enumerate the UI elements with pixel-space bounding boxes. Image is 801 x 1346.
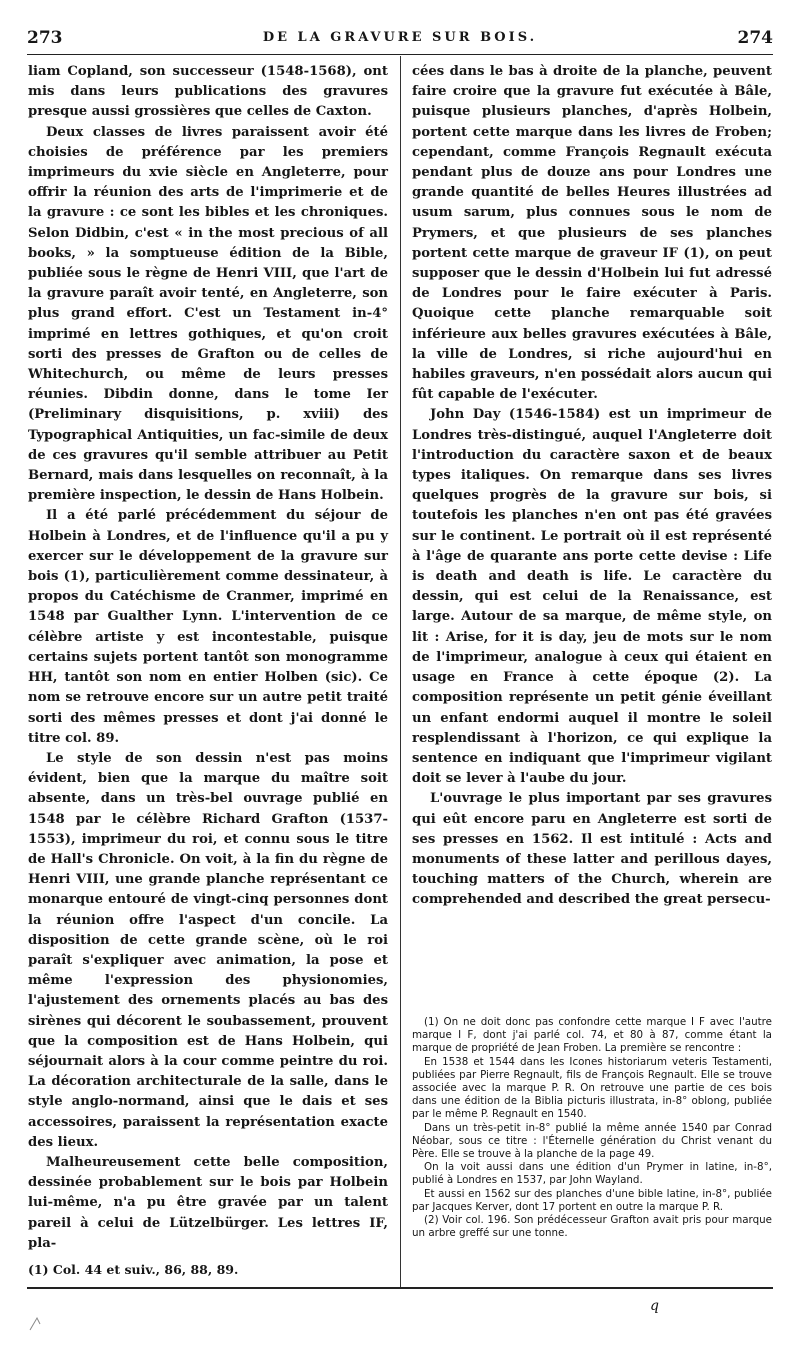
header-rule [27,54,773,55]
left-column [28,62,388,1254]
paragraph: Deux classes de livres paraissent avoir été choisies de préférence par les premiers imprimeurs du xvie siècle en Angleterre, pour offrir la réunion des arts de l'imprimerie et de la gravure : ce sont les bibles et les chroniques. Selon Didbin, c'est « in the most precious of all books, » la somptueuse édition de la Bible, publiée sous le règne de Henri VIII, que l'art de la gravure paraît avoir tenté, en Angleterre, son plus grand effort. C'est un Testament in-4° imprimé en lettres gothiques, et qu'on croit sorti des presses de Grafton ou de celles de Whitechurch, ou même de leurs presses réunies. Dibdin donne, dans le tome Ier (Preliminary disquisitions, p. xviii) des Typographical Antiquities, un fac-simile de deux de ces gravures qu'il semble attribuer au Petit Bernard, mais dans lesquelles on reconnaît, à la première inspection, le dessin de Hans Holbein. [28,124,388,504]
page-number-left: 273 [27,28,63,48]
paragraph: Malheureusement cette belle composition, dessinée probablement sur le bois par Holbein lui-même, n'a pu être gravée par un talent pareil à celui de Lützelbürger. Les lettres IF, pla- [28,1154,388,1251]
running-title: DE LA GRAVURE SUR BOIS. [262,30,538,45]
paragraph: John Day (1546-1584) est un imprimeur de Londres très-distingué, auquel l'Angleterre doit l'introduction du caractère saxon et de beaux types italiques. On remarque dans ses livres quelques progrès de la gravure sur bois, si toutefois les planches n'en ont pas été gravées sur le continent. Le portrait où il est représenté à l'âge de quarante ans porte cette devise : Life is death and death is life. Le caractère du dessin, qui est celui de la Renaissance, est large. Autour de sa marque, de même style, on lit : Arise, for it is day, jeu de mots sur le nom de l'imprimeur, analogue à ceux qui étaient en usage en France à cette époque (2). La composition représente un petit génie éveillant un enfant endormi auquel il montre le soleil resplendissant à l'horizon, ce qui explique la sentence en indiquant que l'imprimeur vigilant doit se lever à l'aube du jour. [412,407,772,787]
page-number-right: 274 [737,28,773,48]
footnotes-right [412,1016,772,1240]
paragraph: L'ouvrage le plus important par ses gravures qui eût encore paru en Angleterre est sorti de ses presses en 1562. Il est intitulé : Acts and monuments of these latter and perillous dayes, touching matters of the Church, wherein are comprehended and described the great persecu- [412,791,772,908]
signature-mark: q [650,1298,659,1314]
page-header [27,22,773,54]
bottom-rule [27,1287,773,1289]
footnote: On la voit aussi dans une édition d'un Prymer in latine, in-8°, publié à Londres en 1537, par John Wayland. [412,1161,772,1187]
footnote: (1) On ne doit donc pas confondre cette marque I F avec l'autre marque I F, dont j'ai parlé col. 74, et 80 à 87, comme étant la marque de propriété de Jean Froben. La première se rencontre : [412,1016,772,1055]
paragraph: liam Copland, son successeur (1548-1568), ont mis dans leurs publications des gravures presque aussi grossières que celles de Caxton. [28,64,388,120]
footnote-left: (1) Col. 44 et suiv., 86, 88, 89. [28,1262,239,1277]
paragraph: cées dans le bas à droite de la planche, peuvent faire croire que la gravure fut exécutée à Bâle, puisque plusieurs planches, d'après Holbein, portent cette marque dans les livres de Froben; cependant, comme François Regnault exécuta pendant plus de douze ans pour Londres une grande quantité de belles Heures illustrées ad usum sarum, plus connues sous le nom de Prymers, et que plusieurs de ses planches portent cette marque de graveur IF (1), on peut supposer que le dessin d'Holbein lui fut adressé de Londres pour le faire exécuter à Paris. Quoique cette planche remarquable soit inférieure aux belles gravures exécutées à Bâle, la ville de Londres, si riche aujourd'hui en habiles graveurs, n'en possédait alors aucun qui fût capable de l'exécuter. [412,64,772,403]
footnote: (2) Voir col. 196. Son prédécesseur Grafton avait pris pour marque un arbre greffé sur une tonne. [412,1214,772,1240]
column-divider [400,56,401,1287]
footnote: Et aussi en 1562 sur des planches d'une bible latine, in-8°, publiée par Jacques Kerver, dont 17 portent en outre la marque P. R. [412,1187,772,1213]
corner-tick-icon [28,1314,48,1334]
paragraph: Il a été parlé précédemment du séjour de Holbein à Londres, et de l'influence qu'il a pu y exercer sur le développement de la gravure sur bois (1), particulièrement comme dessinateur, à propos du Catéchisme de Cranmer, imprimé en 1548 par Gualther Lynn. L'intervention de ce célèbre artiste y est incontestable, puisque certains sujets portent tantôt son monogramme HH, tantôt son nom en entier Holben (sic). Ce nom se retrouve encore sur un autre petit traité sorti des mêmes presses et dont j'ai donné le titre col. 89. [28,508,388,746]
paragraph: Le style de son dessin n'est pas moins évident, bien que la marque du maître soit absente, dans un très-bel ouvrage publié en 1548 par le célèbre Richard Grafton (1537-1553), imprimeur du roi, et connu sous le titre de Hall's Chronicle. On voit, à la fin du règne de Henri VIII, une grande planche représentant ce monarque entouré de vingt-cinq personnes dont la réunion offre l'aspect d'un concile. La disposition de cette grande scène, où le roi paraît s'expliquer avec animation, la pose et même l'expression des physionomies, l'ajustement des ornements placés au bas des sirènes qui décorent le soubassement, prouvent que la composition est de Hans Holbein, qui séjournait alors à la cour comme peintre du roi. La décoration architecturale de la salle, dans le style anglo-normand, ainsi que le dais et ses accessoires, paraissent la représentation exacte des lieux. [28,750,388,1150]
footnote: Dans un très-petit in-8° publié la même année 1540 par Conrad Néobar, sous ce titre : l'Éternelle génération du Christ venant du Père. Elle se trouve à la planche de la page 49. [412,1121,772,1161]
footnote: En 1538 et 1544 dans les Icones historiarum veteris Testamenti, publiées par Pierre Regnault, fils de François Regnault. Elle se trouve associée avec la marque P. R. On retrouve une partie de ces bois dans une édition de la Biblia picturis illustrata, in-8° oblong, publiée par le même P. Regnault en 1540. [412,1055,772,1121]
right-column [412,62,772,911]
